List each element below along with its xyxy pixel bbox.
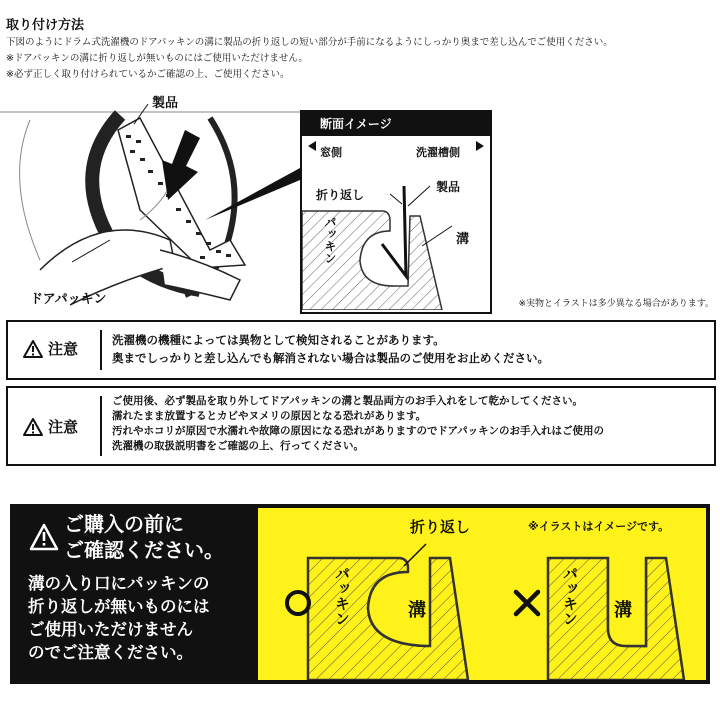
- confirm-heading-2: ご確認ください。: [64, 538, 224, 562]
- confirm-heading-1: ご購入の前に: [64, 512, 184, 536]
- arrow-left-icon: [308, 141, 316, 151]
- instruction-line-3: ※必ず正しく取り付けられているかご確認の上、ご使用ください。: [6, 69, 290, 80]
- caution-1-line-1: 洗濯機の機種によっては異物として検知されることがあります。: [112, 333, 445, 347]
- caution-1-label: 注意: [48, 340, 79, 358]
- caution-2-line-1: ご使用後、必ず製品を取り外してドアパッキンの溝と製品両方のお手入れをして乾かしてください。: [112, 395, 584, 407]
- confirm-body-4: のでご注意ください。: [28, 643, 193, 662]
- page-title: 取り付け方法: [6, 18, 85, 33]
- caution-2-head: [22, 416, 78, 437]
- arrow-right-icon: [476, 141, 484, 151]
- circle-ok-icon: [287, 592, 309, 614]
- caution-box-2: [6, 386, 716, 466]
- illustration-note: ※イラストはイメージです。: [528, 520, 670, 533]
- confirm-body-2: 折り返しが無いものには: [28, 597, 210, 616]
- ng-groove-label: 溝: [614, 600, 632, 621]
- ok-ng-comparison: [258, 508, 706, 680]
- caution-box-1: [6, 320, 716, 380]
- ok-groove-label: 溝: [408, 600, 426, 621]
- packing-label: パッキン: [323, 216, 337, 264]
- caution-2-divider: [100, 396, 102, 456]
- confirm-body-1: 溝の入り口にパッキンの: [28, 574, 210, 593]
- caution-1-head: [22, 338, 78, 359]
- disclaimer-note: ※実物とイラストは多少異なる場合があります。: [518, 299, 714, 309]
- caution-2-label: 注意: [48, 418, 79, 436]
- confirmation-text-area: [10, 504, 258, 684]
- warning-triangle-icon: [22, 339, 44, 359]
- down-arrow-icon: [162, 130, 200, 200]
- caution-2-line-3: 汚れやホコリが原因で水濡れや故障の原因になる恐れがありますのでドアパッキンのお手入れはご使用の: [112, 425, 605, 437]
- caution-1-line-2: 奥までしっかりと差し込んでも解消されない場合は製品のご使用をお止めください。: [112, 351, 549, 365]
- confirmation-panel: [10, 504, 710, 684]
- ok-packing-label: パッキン: [333, 566, 351, 626]
- door-packing-label: ドアパッキン: [30, 292, 107, 307]
- product-label: 製品: [152, 96, 179, 111]
- caution-2-line-4: 洗濯機の取扱説明書をご確認の上、行ってください。: [112, 440, 364, 452]
- drum-side-label: 洗濯槽側: [416, 146, 460, 159]
- ng-packing-label: パッキン: [561, 566, 579, 626]
- window-side-label: 窓側: [320, 146, 342, 159]
- groove-label: 溝: [456, 232, 470, 247]
- ok-fold-label: 折り返し: [410, 518, 471, 536]
- diagram-title: 断面イメージ: [302, 112, 490, 136]
- instruction-line-2: ※ドアパッキンの溝に折り返しが無いものにはご使用いただけません。: [6, 53, 308, 64]
- caution-1-divider: [100, 330, 102, 370]
- warning-triangle-icon: [22, 417, 44, 437]
- caution-2-line-2: 濡れたまま放置するとカビやヌメリの原因となる恐れがあります。: [112, 410, 427, 422]
- warning-triangle-icon: [28, 522, 60, 552]
- cross-ng-icon: [516, 592, 538, 614]
- fold-label: 折り返し: [316, 188, 365, 202]
- instruction-line-1: 下図のようにドラム式洗濯機のドアパッキンの溝に製品の折り返しの短い部分が手前になるようにしっかり奥まで差し込んでご使用ください。: [6, 37, 613, 48]
- diagram-product-label: 製品: [436, 180, 461, 194]
- installation-illustration: [0, 90, 300, 310]
- confirm-body-3: ご使用いただけません: [28, 620, 193, 639]
- cross-section-diagram: [300, 110, 492, 314]
